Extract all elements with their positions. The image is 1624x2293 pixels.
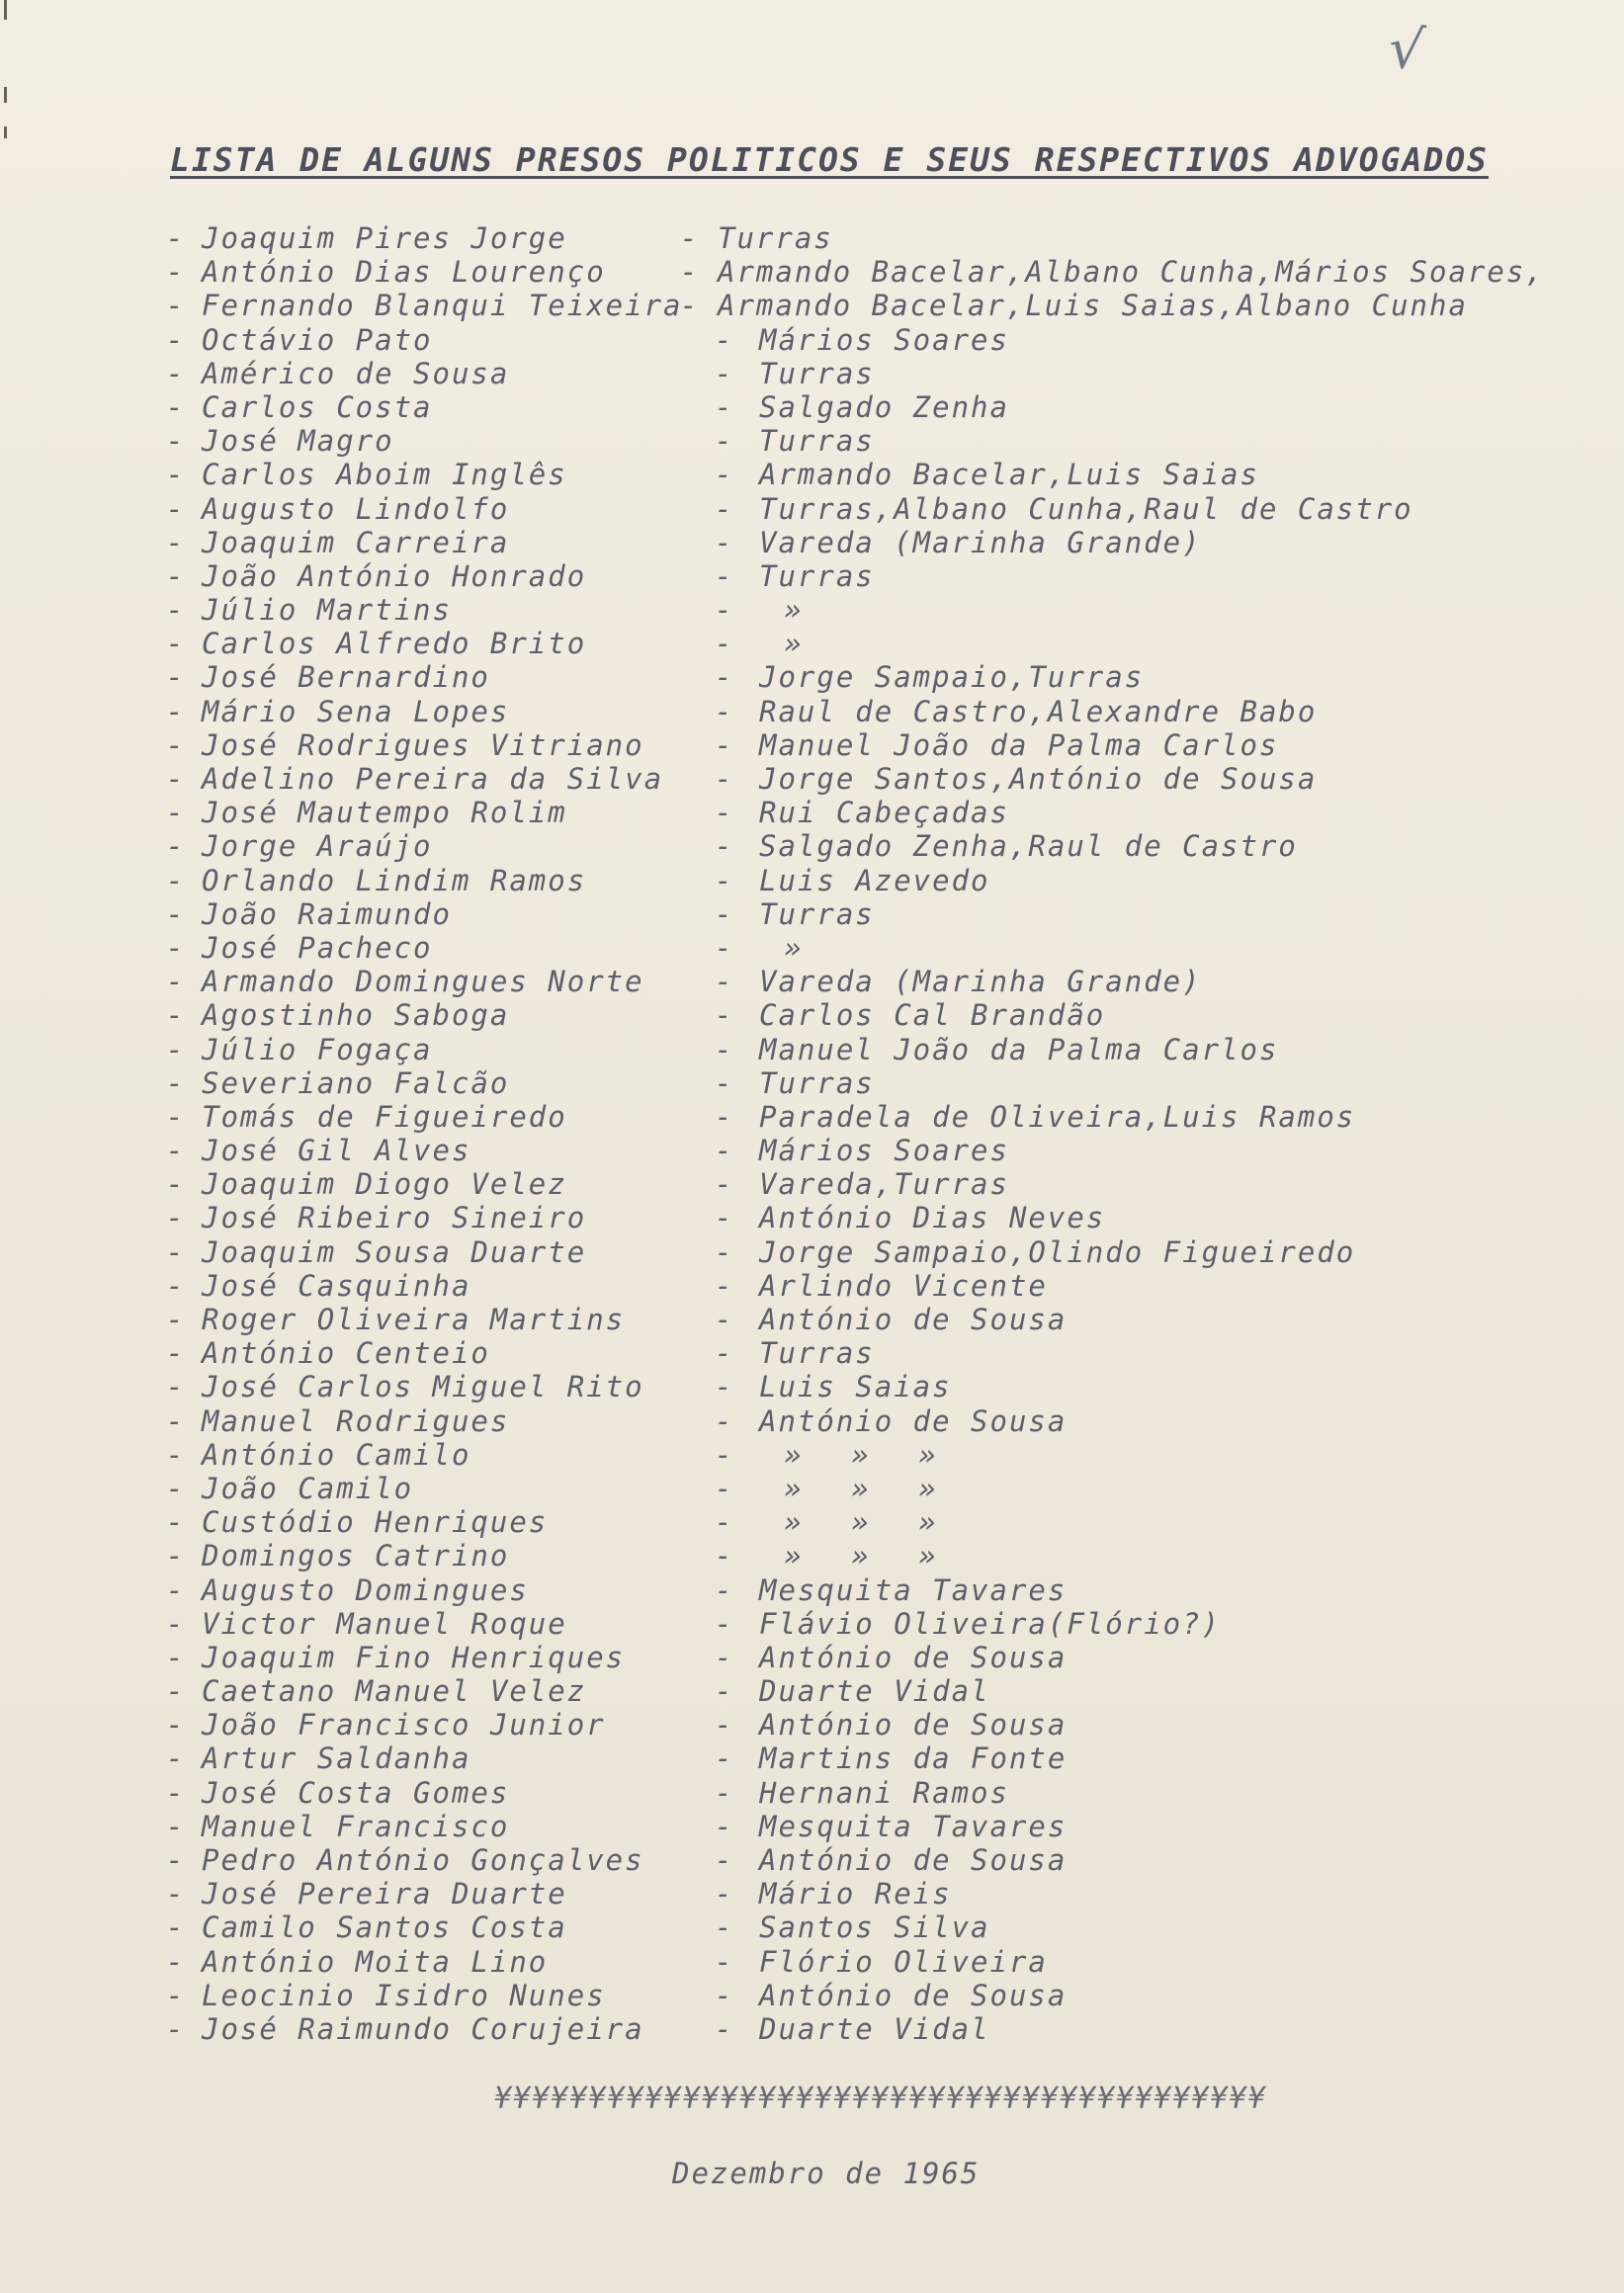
lawyer-name: Jorge Sampaio,Olindo Figueiredo xyxy=(759,1234,1356,1269)
list-dash: - xyxy=(715,1911,734,1945)
lawyer-name: Mários Soares xyxy=(759,322,1009,357)
list-item xyxy=(166,864,1599,897)
ditto-mark: » xyxy=(851,1539,869,1573)
list-item xyxy=(166,289,1599,322)
list-dash: - xyxy=(680,289,700,323)
list-dash: - xyxy=(166,424,186,459)
list-item xyxy=(166,829,1599,863)
lawyer-name: Carlos Cal Brandão xyxy=(759,998,1106,1033)
list-dash: - xyxy=(166,1809,186,1843)
prisoner-name: João Raimundo xyxy=(202,896,452,931)
list-dash: - xyxy=(715,1471,734,1505)
lawyer-name: Manuel João da Palma Carlos xyxy=(759,727,1279,762)
list-dash: - xyxy=(715,558,734,593)
ditto-mark: » xyxy=(784,1505,802,1540)
list-item xyxy=(166,1269,1599,1303)
lawyer-name: Mários Soares xyxy=(759,1134,1009,1168)
list-item xyxy=(166,221,1599,255)
list-dash: - xyxy=(166,1167,186,1202)
list-item xyxy=(166,1843,1599,1877)
ditto-mark: » xyxy=(918,1471,936,1505)
list-item xyxy=(166,1100,1599,1134)
ditto-mark: » xyxy=(784,930,802,965)
lawyer-name: Santos Silva xyxy=(759,1911,990,1945)
lawyer-name: Jorge Sampaio,Turras xyxy=(759,660,1145,695)
prisoner-name: Roger Oliveira Martins xyxy=(202,1303,626,1336)
list-item xyxy=(166,1438,1599,1472)
prisoner-name: Augusto Lindolfo xyxy=(202,491,510,526)
prisoner-name: Júlio Fogaça xyxy=(202,1032,433,1066)
prisoner-name: José Carlos Miguel Rito xyxy=(202,1370,644,1404)
list-dash: - xyxy=(715,1201,734,1235)
prisoner-name: Manuel Rodrigues xyxy=(202,1403,510,1438)
lawyer-name: António de Sousa xyxy=(759,1303,1068,1336)
prisoner-name: José Pereira Duarte xyxy=(202,1877,567,1911)
list-dash: - xyxy=(715,1032,734,1066)
ditto-mark: » xyxy=(784,593,802,628)
list-dash: - xyxy=(166,1032,186,1066)
list-item xyxy=(166,1303,1599,1336)
list-item xyxy=(166,1336,1599,1370)
list-dash: - xyxy=(715,1741,734,1776)
prisoner-name: Carlos Aboim Inglês xyxy=(202,458,567,492)
list-dash: - xyxy=(715,424,734,459)
lawyer-name: Armando Bacelar,Luis Saias xyxy=(759,458,1259,492)
list-item xyxy=(166,424,1599,458)
list-dash: - xyxy=(166,965,186,999)
list-dash: - xyxy=(715,2011,734,2046)
list-item xyxy=(166,1979,1599,2012)
prisoner-name: José Rodrigues Vitriano xyxy=(202,727,644,762)
list-item xyxy=(166,627,1599,660)
list-item xyxy=(166,1539,1599,1572)
lawyer-name xyxy=(759,1472,957,1505)
prisoner-name: Orlando Lindim Ramos xyxy=(202,863,587,897)
lawyer-name: Salgado Zenha,Raul de Castro xyxy=(759,829,1298,864)
document-title: LISTA DE ALGUNS PRESOS POLITICOS E SEUS RESPECTIVOS ADVOGADOS xyxy=(170,140,1489,179)
lawyer-name: Rui Cabeçadas xyxy=(759,796,1009,830)
lawyer-name: António de Sousa xyxy=(759,1843,1068,1877)
lawyer-name: Armando Bacelar,Albano Cunha,Mários Soares, xyxy=(718,255,1545,290)
list-dash: - xyxy=(715,1134,734,1168)
list-item xyxy=(166,695,1599,728)
ditto-mark: » xyxy=(851,1471,869,1505)
prisoner-name: Joaquim Diogo Velez xyxy=(202,1167,567,1202)
prisoner-name: Fernando Blanqui Teixeira xyxy=(202,289,683,323)
prisoner-name: Severiano Falcão xyxy=(202,1065,510,1100)
list-dash: - xyxy=(715,1234,734,1269)
list-item xyxy=(166,1945,1599,1979)
list-dash: - xyxy=(715,593,734,628)
prisoner-name: José Magro xyxy=(202,424,394,459)
list-dash: - xyxy=(166,389,186,424)
list-dash: - xyxy=(715,1708,734,1742)
list-dash: - xyxy=(166,1606,186,1641)
list-item xyxy=(166,2012,1599,2046)
list-dash: - xyxy=(715,627,734,661)
typed-divider: ¥¥¥¥¥¥¥¥¥¥¥¥¥¥¥¥¥¥¥¥¥¥¥¥¥¥¥¥¥¥¥¥¥¥¥¥¥¥¥¥¥ xyxy=(494,2081,1267,2116)
prisoner-name: Artur Saldanha xyxy=(202,1741,471,1776)
list-item xyxy=(166,1167,1599,1201)
prisoner-name: José Gil Alves xyxy=(202,1134,471,1168)
lawyer-name: António de Sousa xyxy=(759,1978,1068,2012)
lawyer-name: Armando Bacelar,Luis Saias,Albano Cunha xyxy=(718,289,1468,323)
list-dash: - xyxy=(166,727,186,762)
list-item xyxy=(166,593,1599,627)
list-item xyxy=(166,458,1599,491)
list-dash: - xyxy=(166,1268,186,1303)
list-item xyxy=(166,965,1599,998)
list-dash: - xyxy=(715,1539,734,1573)
list-dash: - xyxy=(166,930,186,965)
prisoner-name: António Moita Lino xyxy=(202,1944,549,1979)
list-dash: - xyxy=(166,1978,186,2012)
list-item xyxy=(166,323,1599,357)
lawyer-name: António de Sousa xyxy=(759,1708,1068,1742)
list-item xyxy=(166,1370,1599,1403)
prisoner-name: Pedro António Gonçalves xyxy=(202,1843,644,1877)
prisoner-name: Domingos Catrino xyxy=(202,1539,510,1573)
list-dash: - xyxy=(166,1437,186,1472)
list-dash: - xyxy=(166,1099,186,1134)
list-dash: - xyxy=(715,1606,734,1641)
prisoner-name: Caetano Manuel Velez xyxy=(202,1674,587,1709)
lawyer-name: Flório Oliveira xyxy=(759,1944,1048,1979)
list-dash: - xyxy=(166,2011,186,2046)
list-dash: - xyxy=(715,796,734,830)
list-dash: - xyxy=(166,491,186,526)
prisoner-name: António Camilo xyxy=(202,1437,471,1472)
lawyer-name: Mário Reis xyxy=(759,1877,952,1911)
edge-ink-marks xyxy=(4,0,7,148)
list-dash: - xyxy=(166,1539,186,1573)
list-dash: - xyxy=(166,660,186,695)
lawyer-name: Jorge Santos,António de Sousa xyxy=(759,762,1318,796)
list-item xyxy=(166,1911,1599,1944)
list-item xyxy=(166,1674,1599,1708)
list-dash: - xyxy=(715,1944,734,1979)
check-mark-icon: √ xyxy=(1385,16,1427,84)
lawyer-name: Turras xyxy=(759,424,875,459)
list-item xyxy=(166,1708,1599,1741)
lawyer-name: António de Sousa xyxy=(759,1403,1068,1438)
prisoner-name: Augusto Domingues xyxy=(202,1572,529,1607)
list-item xyxy=(166,1573,1599,1607)
list-dash: - xyxy=(715,694,734,728)
prisoner-name: Tomás de Figueiredo xyxy=(202,1099,567,1134)
list-dash: - xyxy=(680,255,700,290)
list-dash: - xyxy=(715,1640,734,1674)
list-dash: - xyxy=(166,1944,186,1979)
list-dash: - xyxy=(715,491,734,526)
prisoner-name: Leocinio Isidro Nunes xyxy=(202,1978,606,2012)
prisoner-name: Joaquim Fino Henriques xyxy=(202,1640,626,1674)
ditto-mark: » xyxy=(784,627,802,661)
lawyer-name: Luis Azevedo xyxy=(759,863,990,897)
list-dash: - xyxy=(166,593,186,628)
lawyer-name: Turras xyxy=(759,896,875,931)
lawyer-name: Duarte Vidal xyxy=(759,1674,990,1709)
prisoner-name: José Costa Gomes xyxy=(202,1775,510,1810)
ditto-mark: » xyxy=(851,1505,869,1540)
list-dash: - xyxy=(166,829,186,864)
list-item xyxy=(166,1033,1599,1066)
prisoner-name: João Camilo xyxy=(202,1471,414,1505)
list-dash: - xyxy=(166,558,186,593)
list-dash: - xyxy=(715,1978,734,2012)
list-item xyxy=(166,796,1599,829)
list-dash: - xyxy=(166,762,186,796)
list-dash: - xyxy=(166,1370,186,1404)
list-dash: - xyxy=(166,863,186,897)
prisoner-name: Carlos Costa xyxy=(202,389,433,424)
prisoner-name: Victor Manuel Roque xyxy=(202,1606,567,1641)
list-dash: - xyxy=(166,1877,186,1911)
list-item xyxy=(166,1066,1599,1100)
lawyer-name: Hernani Ramos xyxy=(759,1775,1009,1810)
list-item xyxy=(166,357,1599,390)
ditto-mark: » xyxy=(851,1437,869,1472)
lawyer-name: Duarte Vidal xyxy=(759,2011,990,2046)
list-item xyxy=(166,1877,1599,1911)
list-dash: - xyxy=(166,525,186,559)
list-dash: - xyxy=(715,458,734,492)
list-dash: - xyxy=(715,389,734,424)
prisoner-name: Agostinho Saboga xyxy=(202,998,510,1033)
list-dash: - xyxy=(166,289,186,323)
list-dash: - xyxy=(715,1674,734,1709)
list-item xyxy=(166,1776,1599,1810)
list-dash: - xyxy=(166,356,186,390)
list-item xyxy=(166,1607,1599,1641)
prisoner-name: José Bernardino xyxy=(202,660,490,695)
prisoner-name: Custódio Henriques xyxy=(202,1505,549,1540)
list-dash: - xyxy=(715,1809,734,1843)
list-dash: - xyxy=(715,660,734,695)
lawyer-name xyxy=(759,1539,957,1572)
list-item xyxy=(166,526,1599,559)
list-dash: - xyxy=(715,998,734,1033)
lawyer-name: Turras xyxy=(718,221,833,255)
ditto-mark: » xyxy=(918,1539,936,1573)
list-dash: - xyxy=(166,322,186,357)
lawyer-name: Vareda,Turras xyxy=(759,1167,1009,1202)
list-dash: - xyxy=(166,1336,186,1371)
list-dash: - xyxy=(166,1134,186,1168)
prisoner-name: José Pacheco xyxy=(202,930,433,965)
lawyer-name xyxy=(759,593,957,627)
lawyer-name: Turras xyxy=(759,558,875,593)
prisoner-name: Adelino Pereira da Silva xyxy=(202,762,664,796)
list-dash: - xyxy=(166,1775,186,1810)
lawyer-name: Flávio Oliveira(Flório?) xyxy=(759,1606,1222,1641)
list-dash: - xyxy=(166,1708,186,1742)
list-item xyxy=(166,1134,1599,1167)
list-dash: - xyxy=(166,255,186,290)
ditto-mark: » xyxy=(918,1437,936,1472)
list-dash: - xyxy=(166,458,186,492)
lawyer-name xyxy=(759,1505,957,1539)
lawyer-name xyxy=(759,627,957,660)
list-dash: - xyxy=(166,1911,186,1945)
lawyer-name: António Dias Neves xyxy=(759,1201,1106,1235)
prisoner-name: Manuel Francisco xyxy=(202,1809,510,1843)
lawyer-name: Salgado Zenha xyxy=(759,389,1009,424)
lawyer-name xyxy=(759,931,957,965)
prisoner-name: Octávio Pato xyxy=(202,322,433,357)
ditto-mark: » xyxy=(784,1471,802,1505)
list-dash: - xyxy=(166,1572,186,1607)
prisoner-name: João António Honrado xyxy=(202,558,587,593)
prisoner-name: José Casquinha xyxy=(202,1268,471,1303)
lawyer-name: Manuel João da Palma Carlos xyxy=(759,1032,1279,1066)
list-item xyxy=(166,390,1599,424)
prisoner-name: José Raimundo Corujeira xyxy=(202,2011,644,2046)
list-dash: - xyxy=(166,694,186,728)
prisoner-name: Júlio Martins xyxy=(202,593,452,628)
prisoner-name: Joaquim Sousa Duarte xyxy=(202,1234,587,1269)
list-dash: - xyxy=(166,1234,186,1269)
list-item xyxy=(166,559,1599,593)
list-dash: - xyxy=(166,1741,186,1776)
document-date: Dezembro de 1965 xyxy=(672,2157,981,2190)
list-item xyxy=(166,998,1599,1032)
list-dash: - xyxy=(715,1572,734,1607)
list-dash: - xyxy=(715,356,734,390)
prisoner-name: Jorge Araújo xyxy=(202,829,433,864)
list-dash: - xyxy=(715,525,734,559)
list-dash: - xyxy=(715,1065,734,1100)
lawyer-name: Paradela de Oliveira,Luis Ramos xyxy=(759,1099,1356,1134)
list-dash: - xyxy=(715,1268,734,1303)
lawyer-name: Arlindo Vicente xyxy=(759,1268,1048,1303)
list-dash: - xyxy=(715,1167,734,1202)
list-dash: - xyxy=(715,1336,734,1371)
list-dash: - xyxy=(166,796,186,830)
lawyer-name: Turras xyxy=(759,356,875,390)
list-dash: - xyxy=(715,896,734,931)
list-dash: - xyxy=(715,1505,734,1540)
lawyer-name: Raul de Castro,Alexandre Babo xyxy=(759,694,1318,728)
list-item xyxy=(166,255,1599,289)
prisoner-name: António Centeio xyxy=(202,1336,490,1371)
list-dash: - xyxy=(166,1505,186,1540)
list-dash: - xyxy=(715,1877,734,1911)
prisoner-name: Armando Domingues Norte xyxy=(202,965,644,999)
list-dash: - xyxy=(715,1099,734,1134)
lawyer-name: António de Sousa xyxy=(759,1640,1068,1674)
lawyer-name: Vareda (Marinha Grande) xyxy=(759,965,1202,999)
list-item xyxy=(166,897,1599,931)
list-dash: - xyxy=(715,762,734,796)
list-item xyxy=(166,1201,1599,1234)
prisoner-name: Carlos Alfredo Brito xyxy=(202,627,587,661)
list-dash: - xyxy=(166,221,186,255)
list-dash: - xyxy=(715,1403,734,1438)
lawyer-name: Mesquita Tavares xyxy=(759,1809,1068,1843)
list-dash: - xyxy=(715,930,734,965)
ditto-mark: » xyxy=(918,1505,936,1540)
list-dash: - xyxy=(166,627,186,661)
prisoner-name: José Mautempo Rolim xyxy=(202,796,567,830)
list-dash: - xyxy=(166,1403,186,1438)
list-item xyxy=(166,492,1599,526)
list-dash: - xyxy=(166,1471,186,1505)
lawyer-name: Mesquita Tavares xyxy=(759,1572,1068,1607)
prisoner-name: João Francisco Junior xyxy=(202,1708,606,1742)
list-dash: - xyxy=(680,221,700,255)
lawyer-name: Martins da Fonte xyxy=(759,1741,1068,1776)
prisoner-name: Mário Sena Lopes xyxy=(202,694,510,728)
list-dash: - xyxy=(166,1674,186,1709)
list-item xyxy=(166,1472,1599,1505)
prisoner-lawyer-list xyxy=(166,221,1599,2046)
prisoner-name: Camilo Santos Costa xyxy=(202,1911,567,1945)
lawyer-name: Turras,Albano Cunha,Raul de Castro xyxy=(759,491,1413,526)
list-dash: - xyxy=(715,1843,734,1877)
list-item xyxy=(166,1235,1599,1269)
list-dash: - xyxy=(715,965,734,999)
prisoner-name: Joaquim Pires Jorge xyxy=(202,221,567,255)
list-dash: - xyxy=(715,829,734,864)
prisoner-name: Américo de Sousa xyxy=(202,356,510,390)
list-item xyxy=(166,660,1599,694)
list-item xyxy=(166,728,1599,762)
list-dash: - xyxy=(715,1437,734,1472)
prisoner-name: António Dias Lourenço xyxy=(202,255,606,290)
list-item xyxy=(166,1404,1599,1438)
list-dash: - xyxy=(166,1640,186,1674)
lawyer-name: Vareda (Marinha Grande) xyxy=(759,525,1202,559)
list-dash: - xyxy=(166,1065,186,1100)
prisoner-name: José Ribeiro Sineiro xyxy=(202,1201,587,1235)
list-dash: - xyxy=(166,998,186,1033)
list-dash: - xyxy=(166,1303,186,1336)
list-dash: - xyxy=(166,1201,186,1235)
list-item xyxy=(166,931,1599,965)
list-item xyxy=(166,1741,1599,1775)
list-dash: - xyxy=(715,1303,734,1336)
list-dash: - xyxy=(715,863,734,897)
ditto-mark: » xyxy=(784,1539,802,1573)
list-item xyxy=(166,1505,1599,1539)
lawyer-name: Turras xyxy=(759,1065,875,1100)
lawyer-name: Turras xyxy=(759,1336,875,1371)
lawyer-name: Luis Saias xyxy=(759,1370,952,1404)
lawyer-name xyxy=(759,1438,957,1472)
list-dash: - xyxy=(715,1370,734,1404)
list-item xyxy=(166,762,1599,796)
list-dash: - xyxy=(715,322,734,357)
list-dash: - xyxy=(166,896,186,931)
list-item xyxy=(166,1641,1599,1674)
prisoner-name: Joaquim Carreira xyxy=(202,525,510,559)
list-dash: - xyxy=(715,727,734,762)
ditto-mark: » xyxy=(784,1437,802,1472)
list-dash: - xyxy=(166,1843,186,1877)
list-dash: - xyxy=(715,1775,734,1810)
list-item xyxy=(166,1810,1599,1843)
